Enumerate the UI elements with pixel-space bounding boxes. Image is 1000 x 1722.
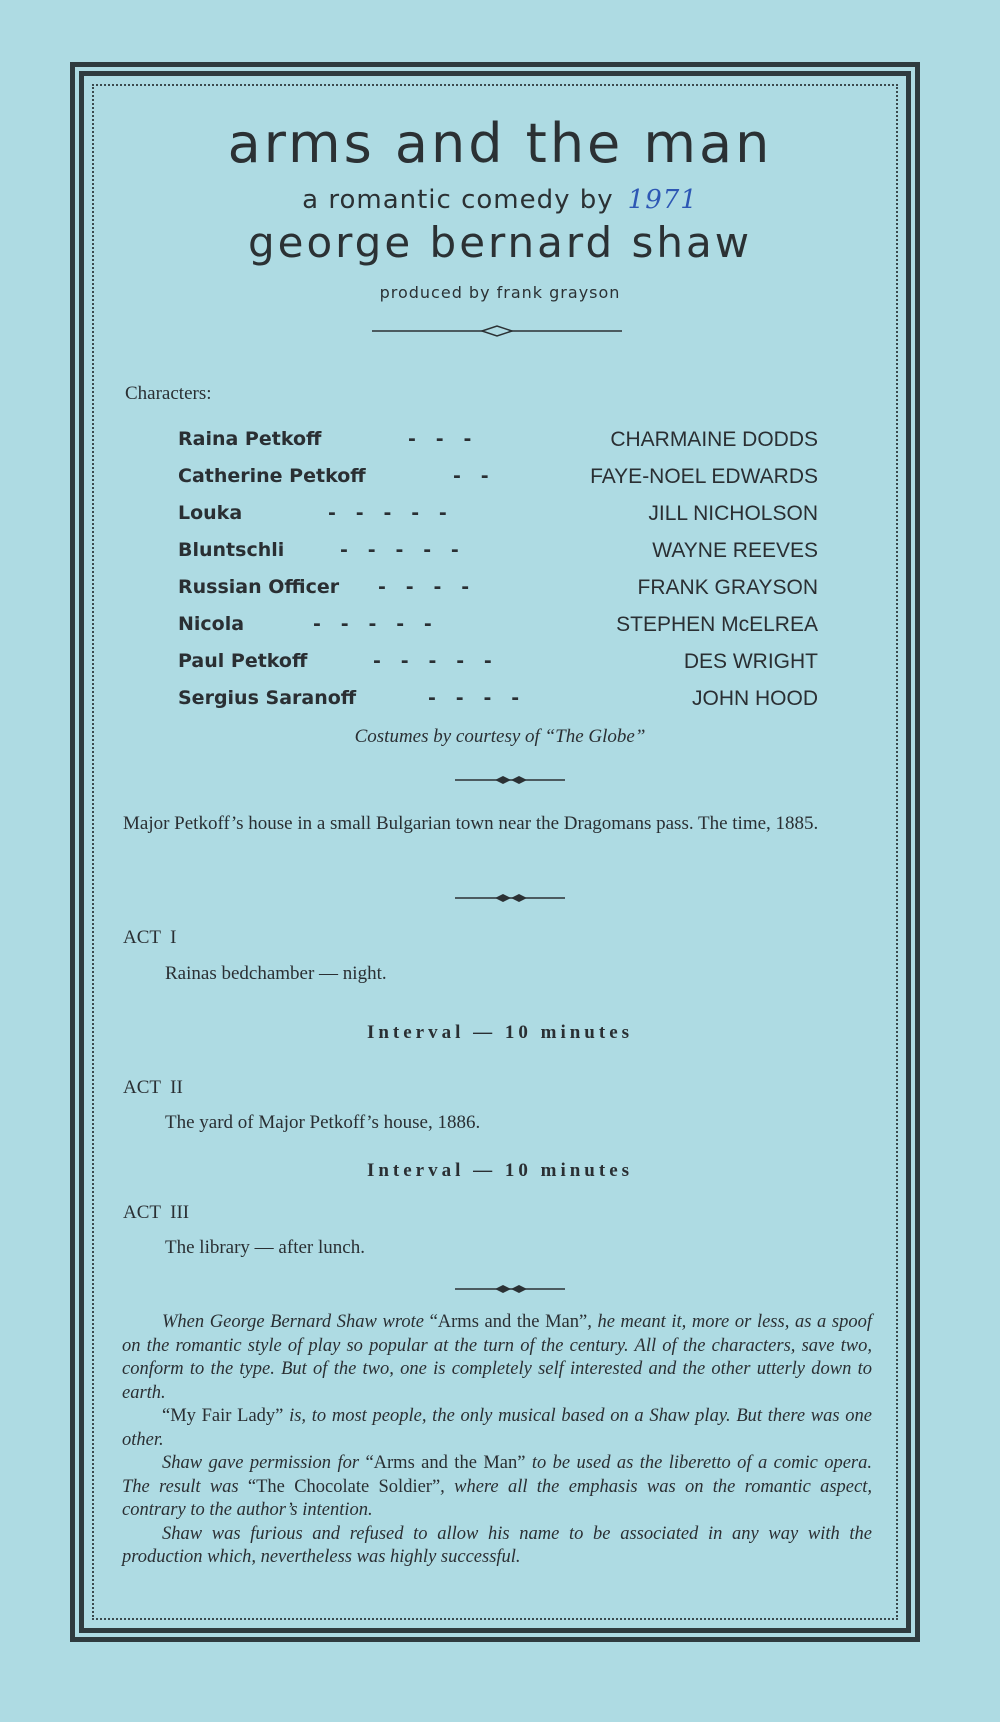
act-one-label: ACT I bbox=[123, 927, 177, 948]
leader-dashes: - - - bbox=[408, 428, 472, 450]
subtitle-text: a romantic comedy by bbox=[302, 185, 614, 215]
role-name: Russian Officer bbox=[178, 576, 340, 598]
role-name: Raina Petkoff bbox=[178, 428, 322, 450]
note-quote: “My Fair Lady” bbox=[162, 1406, 284, 1426]
ornament-divider bbox=[372, 324, 622, 338]
actor-name: JILL NICHOLSON bbox=[648, 502, 818, 525]
interval-note: Interval — 10 minutes bbox=[366, 1022, 634, 1043]
role-name: Louka bbox=[178, 502, 243, 524]
interval-note: Interval — 10 minutes bbox=[366, 1160, 634, 1181]
act-two-scene: The yard of Major Petkoff’s house, 1886. bbox=[165, 1112, 481, 1133]
note-text: Shaw gave permission for bbox=[162, 1453, 366, 1473]
cast-row bbox=[178, 428, 818, 465]
ornament-divider bbox=[455, 775, 565, 785]
play-title: arms and the man bbox=[227, 112, 773, 175]
act-two-label: ACT II bbox=[123, 1077, 183, 1098]
actor-name: WAYNE REEVES bbox=[652, 539, 818, 562]
producer-credit: produced by frank grayson bbox=[379, 283, 621, 302]
note-quote: “Arms and the Man” bbox=[429, 1312, 588, 1332]
leader-dashes: - - - - - bbox=[340, 539, 459, 561]
note-paragraph bbox=[122, 1405, 872, 1452]
actor-name: STEPHEN McELREA bbox=[616, 613, 818, 636]
act-three-scene: The library — after lunch. bbox=[165, 1237, 365, 1258]
programme-note bbox=[122, 1311, 872, 1570]
note-paragraph bbox=[122, 1452, 872, 1523]
actor-name: JOHN HOOD bbox=[692, 687, 818, 710]
leader-dashes: - - - - - bbox=[373, 650, 492, 672]
role-name: Paul Petkoff bbox=[178, 650, 308, 672]
note-paragraph: Shaw was furious and refused to allow his name to be associated in any way with the production which, nevertheless was highly successful. bbox=[122, 1523, 872, 1567]
note-text: When George Bernard Shaw wrote bbox=[162, 1312, 430, 1332]
setting-description: Major Petkoff’s house in a small Bulgarian town near the Dragomans pass. The time, 1885. bbox=[123, 813, 819, 834]
actor-name: FRANK GRAYSON bbox=[637, 576, 818, 599]
cast-row bbox=[178, 687, 818, 724]
note-paragraph bbox=[122, 1311, 872, 1405]
actor-name: DES WRIGHT bbox=[683, 650, 818, 673]
role-name: Catherine Petkoff bbox=[178, 465, 366, 487]
play-subtitle bbox=[0, 185, 1000, 215]
ornament-divider bbox=[455, 893, 565, 903]
cast-row bbox=[178, 465, 818, 502]
play-author: george bernard shaw bbox=[247, 218, 753, 267]
cast-row bbox=[178, 613, 818, 650]
leader-dashes: - - - - bbox=[428, 687, 520, 709]
ornament-divider bbox=[455, 1284, 565, 1294]
leader-dashes: - - - - - bbox=[328, 502, 447, 524]
leader-dashes: - - bbox=[453, 465, 489, 487]
cast-row bbox=[178, 576, 818, 613]
cast-row bbox=[178, 502, 818, 539]
note-text: is, to most people, the only musical based on a Shaw play. But there was one other. bbox=[122, 1406, 873, 1450]
costumes-credit: Costumes by courtesy of “The Globe” bbox=[354, 726, 646, 747]
role-name: Sergius Saranoff bbox=[178, 687, 357, 709]
cast-row bbox=[178, 539, 818, 576]
leader-dashes: - - - - bbox=[378, 576, 470, 598]
note-text: , where all the emphasis was on the romantic aspect, contrary to the author’s intention. bbox=[122, 1476, 872, 1520]
role-name: Nicola bbox=[178, 613, 245, 635]
note-text: , he meant it, more or less, as a spoof on the romantic style of play so popular at the turn of the century. All of the characters, save two, conform to the type. But of the two, one is completely self interested and the other utterly down to earth. bbox=[122, 1312, 873, 1403]
note-quote: “Arms and the Man” bbox=[365, 1453, 526, 1473]
leader-dashes: - - - - - bbox=[313, 613, 432, 635]
actor-name: FAYE-NOEL EDWARDS bbox=[590, 465, 818, 488]
note-quote: “The Chocolate Soldier” bbox=[247, 1476, 441, 1497]
role-name: Bluntschli bbox=[178, 539, 285, 561]
characters-label: Characters: bbox=[125, 383, 212, 404]
actor-name: CHARMAINE DODDS bbox=[610, 428, 818, 451]
act-one-scene: Rainas bedchamber — night. bbox=[165, 963, 387, 984]
act-three-label: ACT III bbox=[123, 1202, 190, 1223]
handwritten-year: 1971 bbox=[627, 185, 698, 215]
cast-row bbox=[178, 650, 818, 687]
note-text: to be used as the liberetto of a comic opera. The result was bbox=[122, 1453, 872, 1497]
cast-list bbox=[178, 428, 818, 724]
